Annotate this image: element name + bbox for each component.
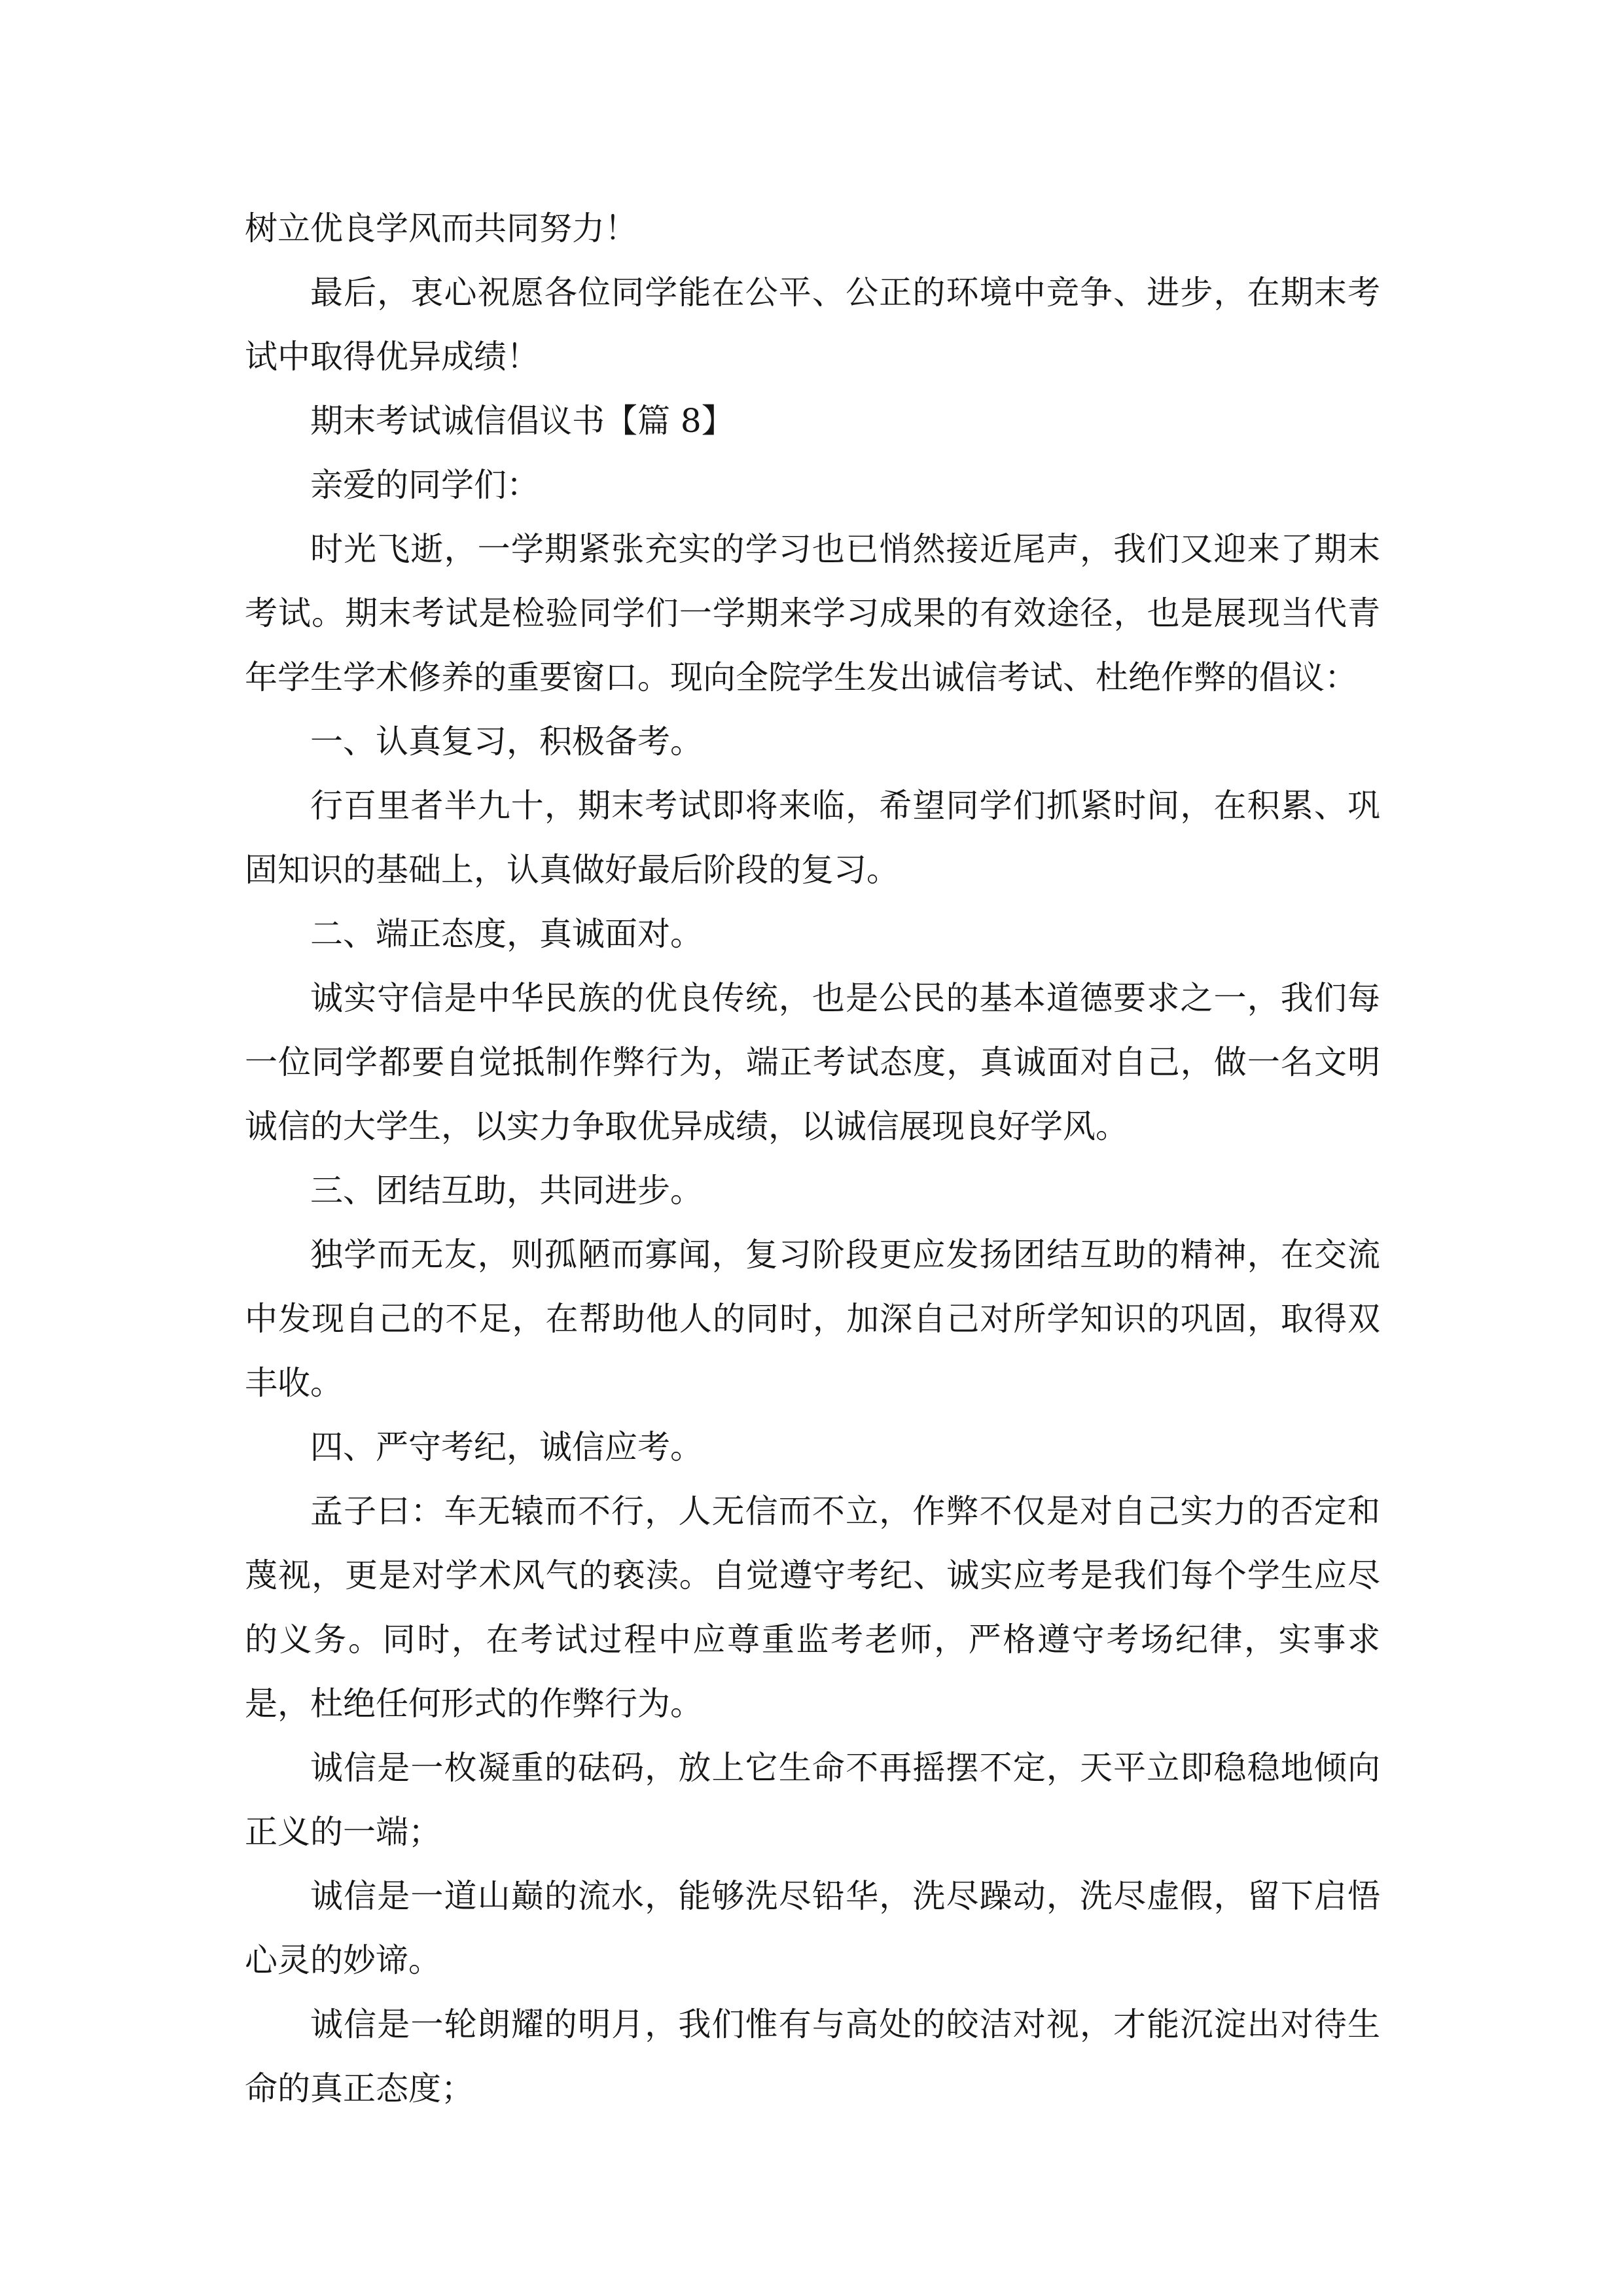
- paragraph: 行百里者半九十，期末考试即将来临，希望同学们抓紧时间，在积累、巩固知识的基础上，认真做好最后阶段的复习。: [245, 787, 1380, 889]
- paragraph: 树立优良学风而共同努力！: [245, 209, 637, 247]
- paragraph: 时光飞逝，一学期紧张充实的学习也已悄然接近尾声，我们又迎来了期末考试。期末考试是检验同学们一学期来学习成果的有效途径，也是展现当代青年学生学术修养的重要窗口。现向全院学生发出诚信考试、杜绝作弊的倡议：: [245, 530, 1380, 696]
- point-heading: 四、严守考纪，诚信应考。: [310, 1428, 703, 1466]
- document-body: [245, 196, 1380, 2121]
- salutation: 亲爱的同学们：: [310, 466, 539, 504]
- point-heading: 一、认真复习，积极备考。: [310, 723, 703, 761]
- paragraph: 诚信是一道山巅的流水，能够洗尽铅华，洗尽躁动，洗尽虚假，留下启悟心灵的妙谛。: [245, 1877, 1380, 1979]
- paragraph: 孟子曰：车无辕而不行，人无信而不立，作弊不仅是对自己实力的否定和蔑视，更是对学术风气的亵渎。自觉遵守考纪、诚实应考是我们每个学生应尽的义务。同时，在考试过程中应尊重监考老师，严格遵守考场纪律，实事求是，杜绝任何形式的作弊行为。: [245, 1492, 1380, 1723]
- point-heading: 三、团结互助，共同进步。: [310, 1172, 703, 1210]
- paragraph: 最后，衷心祝愿各位同学能在公平、公正的环境中竞争、进步，在期末考试中取得优异成绩！: [245, 274, 1380, 376]
- point-heading: 二、端正态度，真诚面对。: [310, 915, 703, 953]
- paragraph: 诚信是一枚凝重的砝码，放上它生命不再摇摆不定，天平立即稳稳地倾向正义的一端；: [245, 1749, 1380, 1851]
- paragraph: 独学而无友，则孤陋而寡闻，复习阶段更应发扬团结互助的精神，在交流中发现自己的不足，在帮助他人的同时，加深自己对所学知识的巩固，取得双丰收。: [245, 1236, 1380, 1402]
- section-title: 期末考试诚信倡议书【篇 8】: [310, 402, 734, 440]
- paragraph: 诚信是一轮朗耀的明月，我们惟有与高处的皎洁对视，才能沉淀出对待生命的真正态度；: [245, 2005, 1380, 2108]
- paragraph: 诚实守信是中华民族的优良传统，也是公民的基本道德要求之一，我们每一位同学都要自觉抵制作弊行为，端正考试态度，真诚面对自己，做一名文明诚信的大学生，以实力争取优异成绩，以诚信展现良好学风。: [245, 979, 1380, 1145]
